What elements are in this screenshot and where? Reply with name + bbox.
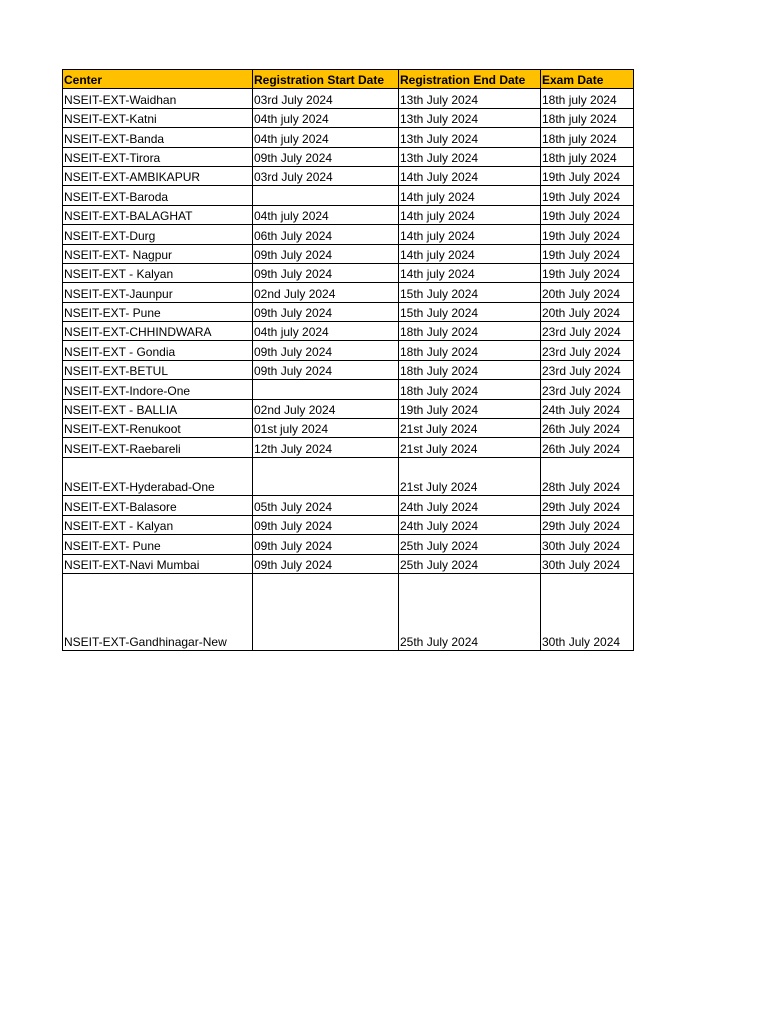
table-row (63, 573, 634, 650)
exam-date-cell: 18th july 2024 (541, 128, 634, 147)
header-row (63, 70, 634, 89)
center-cell: NSEIT-EXT-Gandhinagar-New (63, 573, 253, 650)
center-cell: NSEIT-EXT-Jaunpur (63, 283, 253, 302)
registration-start-cell: 05th July 2024 (253, 496, 399, 515)
center-cell: NSEIT-EXT-Durg (63, 225, 253, 244)
center-cell: NSEIT-EXT-CHHINDWARA (63, 322, 253, 341)
header-exam-date: Exam Date (541, 70, 634, 89)
center-cell: NSEIT-EXT- Pune (63, 535, 253, 554)
exam-date-cell: 29th July 2024 (541, 515, 634, 534)
exam-date-cell: 19th July 2024 (541, 263, 634, 282)
table-row (63, 108, 634, 127)
registration-end-cell: 14th july 2024 (399, 244, 541, 263)
header-registration-start-date: Registration Start Date (253, 70, 399, 89)
exam-date-cell: 19th July 2024 (541, 186, 634, 205)
exam-date-cell: 20th July 2024 (541, 302, 634, 321)
exam-date-cell: 30th July 2024 (541, 573, 634, 650)
table-row (63, 302, 634, 321)
exam-date-cell: 18th july 2024 (541, 89, 634, 108)
center-cell: NSEIT-EXT-Baroda (63, 186, 253, 205)
table-row (63, 244, 634, 263)
exam-date-cell: 18th july 2024 (541, 108, 634, 127)
registration-end-cell: 21st July 2024 (399, 419, 541, 438)
exam-date-cell: 18th july 2024 (541, 147, 634, 166)
exam-date-cell: 23rd July 2024 (541, 322, 634, 341)
table-row (63, 438, 634, 457)
table-row (63, 399, 634, 418)
table-row (63, 360, 634, 379)
exam-date-cell: 23rd July 2024 (541, 380, 634, 399)
table-row (63, 515, 634, 534)
registration-start-cell: 09th July 2024 (253, 244, 399, 263)
registration-end-cell: 25th July 2024 (399, 554, 541, 573)
table-row (63, 128, 634, 147)
exam-date-cell: 19th July 2024 (541, 205, 634, 224)
table-row (63, 322, 634, 341)
center-cell: NSEIT-EXT-Navi Mumbai (63, 554, 253, 573)
registration-start-cell: 12th July 2024 (253, 438, 399, 457)
registration-end-cell: 15th July 2024 (399, 302, 541, 321)
center-cell: NSEIT-EXT-Indore-One (63, 380, 253, 399)
registration-end-cell: 21st July 2024 (399, 457, 541, 496)
registration-start-cell: 04th july 2024 (253, 205, 399, 224)
registration-end-cell: 24th July 2024 (399, 496, 541, 515)
exam-schedule-table (62, 69, 634, 651)
exam-date-cell: 30th July 2024 (541, 535, 634, 554)
table-row (63, 535, 634, 554)
center-cell: NSEIT-EXT - Gondia (63, 341, 253, 360)
registration-end-cell: 13th July 2024 (399, 147, 541, 166)
exam-date-cell: 28th July 2024 (541, 457, 634, 496)
registration-start-cell: 04th july 2024 (253, 108, 399, 127)
exam-date-cell: 23rd July 2024 (541, 360, 634, 379)
table-row (63, 380, 634, 399)
center-cell: NSEIT-EXT-Raebareli (63, 438, 253, 457)
center-cell: NSEIT-EXT- Nagpur (63, 244, 253, 263)
center-cell: NSEIT-EXT- Pune (63, 302, 253, 321)
registration-start-cell: 09th July 2024 (253, 554, 399, 573)
registration-start-cell: 09th July 2024 (253, 360, 399, 379)
exam-date-cell: 20th July 2024 (541, 283, 634, 302)
registration-end-cell: 14th july 2024 (399, 186, 541, 205)
center-cell: NSEIT-EXT-Balasore (63, 496, 253, 515)
header-registration-end-date: Registration End Date (399, 70, 541, 89)
exam-date-cell: 19th July 2024 (541, 244, 634, 263)
registration-start-cell: 06th July 2024 (253, 225, 399, 244)
table-row (63, 457, 634, 496)
exam-date-cell: 26th July 2024 (541, 419, 634, 438)
registration-start-cell: 09th July 2024 (253, 302, 399, 321)
registration-start-cell: 09th July 2024 (253, 515, 399, 534)
center-cell: NSEIT-EXT-Waidhan (63, 89, 253, 108)
registration-start-cell: 04th july 2024 (253, 128, 399, 147)
exam-date-cell: 29th July 2024 (541, 496, 634, 515)
registration-end-cell: 21st July 2024 (399, 438, 541, 457)
registration-end-cell: 14th July 2024 (399, 166, 541, 185)
table-row (63, 419, 634, 438)
registration-end-cell: 18th July 2024 (399, 360, 541, 379)
registration-end-cell: 14th july 2024 (399, 205, 541, 224)
registration-start-cell: 09th July 2024 (253, 535, 399, 554)
center-cell: NSEIT-EXT-BALAGHAT (63, 205, 253, 224)
center-cell: NSEIT-EXT - Kalyan (63, 263, 253, 282)
exam-date-cell: 30th July 2024 (541, 554, 634, 573)
registration-end-cell: 14th july 2024 (399, 263, 541, 282)
exam-date-cell: 26th July 2024 (541, 438, 634, 457)
registration-start-cell: 09th July 2024 (253, 341, 399, 360)
registration-end-cell: 14th july 2024 (399, 225, 541, 244)
exam-date-cell: 19th July 2024 (541, 225, 634, 244)
exam-date-cell: 24th July 2024 (541, 399, 634, 418)
registration-start-cell: 01st july 2024 (253, 419, 399, 438)
registration-end-cell: 19th July 2024 (399, 399, 541, 418)
center-cell: NSEIT-EXT-AMBIKAPUR (63, 166, 253, 185)
center-cell: NSEIT-EXT-Hyderabad-One (63, 457, 253, 496)
registration-end-cell: 13th July 2024 (399, 108, 541, 127)
registration-start-cell (253, 380, 399, 399)
registration-start-cell (253, 457, 399, 496)
registration-end-cell: 15th July 2024 (399, 283, 541, 302)
table-row (63, 496, 634, 515)
center-cell: NSEIT-EXT-Banda (63, 128, 253, 147)
registration-start-cell (253, 186, 399, 205)
table-row (63, 147, 634, 166)
registration-end-cell: 13th July 2024 (399, 128, 541, 147)
center-cell: NSEIT-EXT-Renukoot (63, 419, 253, 438)
registration-start-cell: 03rd July 2024 (253, 89, 399, 108)
registration-end-cell: 18th July 2024 (399, 380, 541, 399)
table-row (63, 283, 634, 302)
registration-end-cell: 13th July 2024 (399, 89, 541, 108)
registration-start-cell (253, 573, 399, 650)
registration-end-cell: 25th July 2024 (399, 573, 541, 650)
center-cell: NSEIT-EXT - Kalyan (63, 515, 253, 534)
registration-end-cell: 24th July 2024 (399, 515, 541, 534)
registration-start-cell: 02nd July 2024 (253, 283, 399, 302)
table-row (63, 205, 634, 224)
registration-start-cell: 09th July 2024 (253, 263, 399, 282)
table-row (63, 186, 634, 205)
registration-start-cell: 04th july 2024 (253, 322, 399, 341)
registration-start-cell: 02nd July 2024 (253, 399, 399, 418)
center-cell: NSEIT-EXT-BETUL (63, 360, 253, 379)
table-row (63, 166, 634, 185)
table-row (63, 341, 634, 360)
registration-start-cell: 09th July 2024 (253, 147, 399, 166)
center-cell: NSEIT-EXT - BALLIA (63, 399, 253, 418)
registration-end-cell: 18th July 2024 (399, 322, 541, 341)
registration-start-cell: 03rd July 2024 (253, 166, 399, 185)
exam-date-cell: 19th July 2024 (541, 166, 634, 185)
table-row (63, 225, 634, 244)
center-cell: NSEIT-EXT-Tirora (63, 147, 253, 166)
header-center: Center (63, 70, 253, 89)
table-row (63, 554, 634, 573)
exam-date-cell: 23rd July 2024 (541, 341, 634, 360)
table-row (63, 89, 634, 108)
registration-end-cell: 18th July 2024 (399, 341, 541, 360)
registration-end-cell: 25th July 2024 (399, 535, 541, 554)
table-row (63, 263, 634, 282)
center-cell: NSEIT-EXT-Katni (63, 108, 253, 127)
